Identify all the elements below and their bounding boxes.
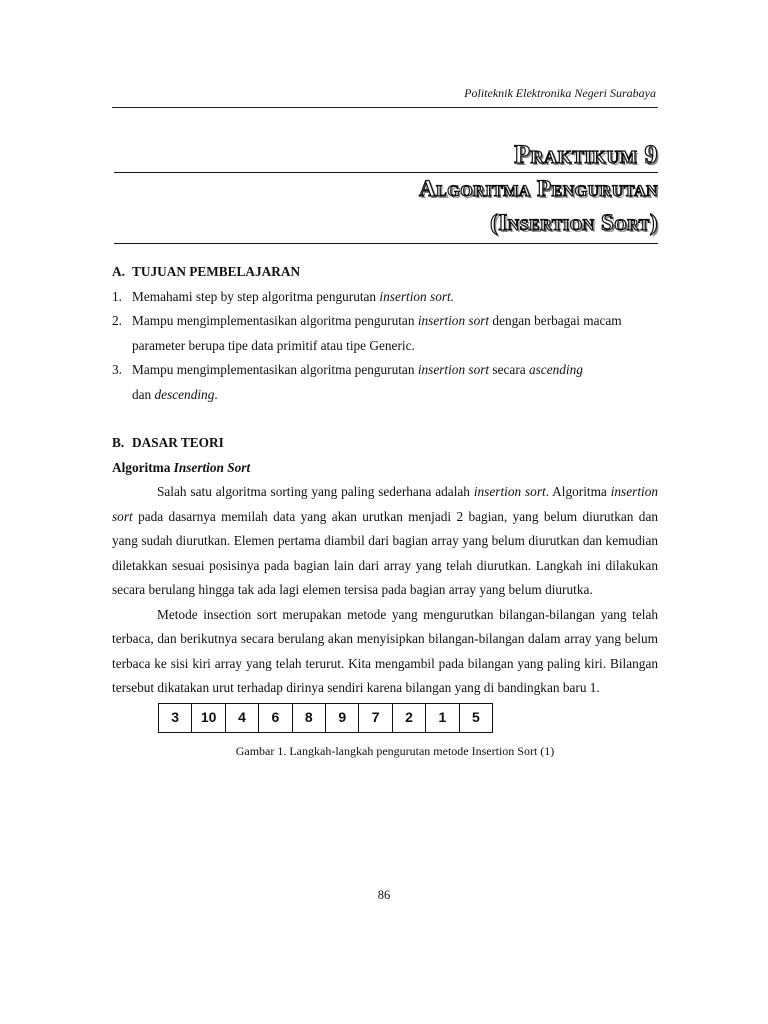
header-rule	[112, 107, 658, 108]
section-a-heading	[112, 260, 658, 285]
subsection-heading-text: Algoritma	[112, 459, 174, 475]
title-line-2: Algoritma Pengurutan	[418, 176, 658, 201]
section-b-heading	[112, 431, 658, 456]
array-cell: 4	[226, 704, 259, 732]
paragraph-text: Salah satu algoritma sorting yang paling sederhana adalah	[157, 484, 474, 499]
list-item-text: dengan berbagai macam parameter berupa tipe data primitif atau tipe Generic.	[132, 313, 622, 353]
page-number: 86	[377, 888, 391, 902]
array-cell: 8	[293, 704, 326, 732]
list-item-text: .	[214, 386, 218, 402]
list-item	[112, 358, 658, 407]
paragraph-emphasis: insertion sort	[473, 484, 546, 499]
section-spacer	[112, 407, 658, 431]
title-rule-top	[114, 172, 658, 173]
subsection-heading-emphasis: Insertion Sort	[173, 459, 251, 475]
list-item-emphasis: ascending	[528, 362, 583, 377]
list-item-number: 1.	[112, 288, 122, 304]
array-cell: 3	[159, 704, 192, 732]
list-item-text: Memahami step by step algoritma pengurutan	[132, 288, 380, 304]
list-item-number: 2.	[112, 313, 122, 328]
array-cell: 6	[259, 704, 292, 732]
chapter-title	[419, 138, 658, 240]
figure-caption: Gambar 1. Langkah-langkah pengurutan metode Insertion Sort (1)	[235, 743, 555, 758]
list-item	[112, 309, 658, 358]
title-rule-bottom	[114, 243, 658, 244]
title-line-3: (Insertion Sort)	[490, 210, 658, 235]
list-item-emphasis: descending	[154, 386, 215, 402]
list-item-number: 3.	[112, 362, 122, 377]
list-item-text: Mampu mengimplementasikan algoritma pengurutan	[132, 362, 418, 377]
section-a-label: A.	[112, 264, 125, 279]
list-item-text: dan	[132, 386, 155, 402]
array-cell: 2	[393, 704, 426, 732]
header-institution: Politeknik Elektronika Negeri Surabaya	[464, 86, 656, 100]
array-cell: 9	[326, 704, 359, 732]
array-cell: 5	[471, 709, 480, 726]
section-b-label: B.	[112, 435, 125, 450]
section-a-title: TUJUAN PEMBELAJARAN	[132, 264, 301, 279]
array-cell: 10	[192, 704, 225, 732]
list-item-emphasis: insertion sort.	[379, 288, 455, 304]
page-content	[112, 260, 658, 763]
list-item-text: secara	[489, 362, 529, 377]
subsection-heading	[112, 456, 658, 481]
list-item	[112, 285, 658, 310]
paragraph-emphasis: insertion sort	[112, 484, 658, 524]
title-line-1: Praktikum 9	[514, 140, 658, 169]
section-b-title: DASAR TEORI	[132, 435, 224, 450]
list-item-text: Mampu mengimplementasikan algoritma pengurutan	[132, 313, 418, 328]
paragraph-text: pada dasarnya memilah data yang akan urutkan menjadi 2 bagian, yang belum diurutkan dan yang sudah diurutkan. Elemen pertama diambil dari bagian array yang belum diurutkan dan kemudian diletakkan sesuai posisinya pada bagian lain dari array yang telah diurutkan. Langkah ini dilakukan secara berulang hingga tak ada lagi elemen tersisa pada bagian array yang belum diurutka.	[112, 508, 658, 597]
list-item-emphasis: insertion sort	[417, 313, 490, 328]
paragraph-2: Metode insection sort merupakan metode yang mengurutkan bilangan-bilangan yang telah terbaca, dan berikutnya secara berulang akan menyisipkan bilangan-bilangan dalam array yang belum terbaca ke sisi kiri array yang telah terurut. Kita mengambil pada bilangan yang paling kiri. Bilangan tersebut dikatakan urut terhadap dirinya sendiri karena bilangan yang di bandingkan baru 1.	[112, 606, 658, 695]
list-item-emphasis: insertion sort	[417, 362, 490, 377]
array-figure	[158, 703, 493, 733]
goals-list	[112, 285, 658, 408]
paragraph-1	[112, 480, 658, 603]
array-cell: 7	[359, 704, 392, 732]
paragraph-text: . Algoritma	[545, 484, 611, 499]
array-cell: 1	[426, 704, 459, 732]
